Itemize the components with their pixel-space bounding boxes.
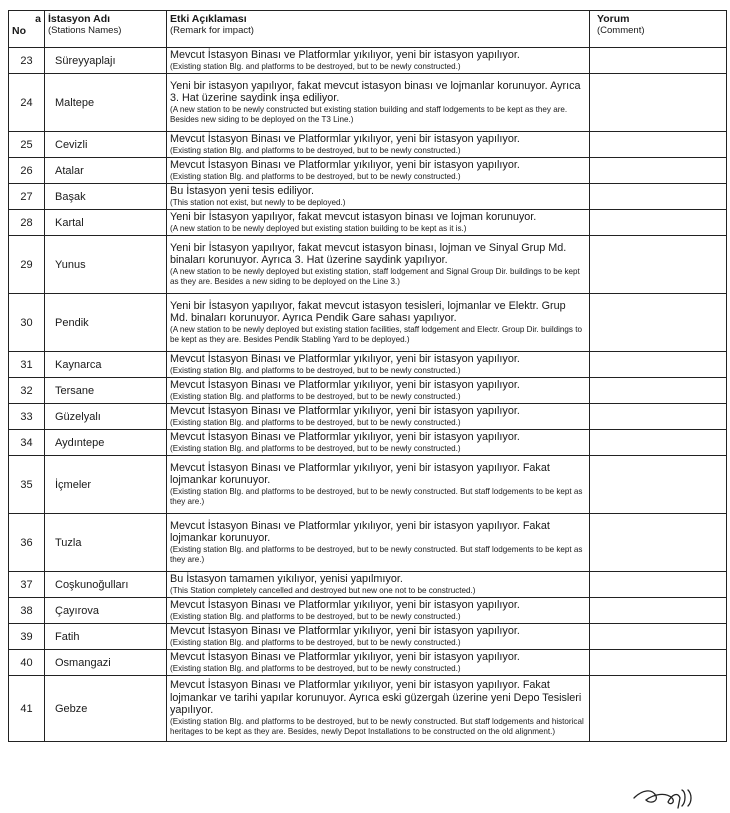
station-name: Osmangazi [45, 650, 167, 676]
comment-cell [590, 48, 727, 74]
header-station-tr: İstasyon Adı [48, 13, 111, 25]
stations-table [8, 10, 727, 742]
remark-cell [167, 650, 590, 676]
station-name: Yunus [45, 236, 167, 294]
comment-cell [590, 624, 727, 650]
remark-english: (Existing station Blg. and platforms to be destroyed, but to be newly constructed.) [170, 637, 461, 647]
remark-turkish: Mevcut İstasyon Binası ve Platformlar yıkılıyor, yeni bir istasyon yapılıyor. Fakat lojmankar korunuyor. [170, 461, 550, 486]
row-number: 28 [9, 210, 45, 236]
table-row [9, 676, 727, 742]
station-name: Coşkunoğulları [45, 572, 167, 598]
remark-turkish: Mevcut İstasyon Binası ve Platformlar yıkılıyor, yeni bir istasyon yapılıyor. Fakat lojmankar korunuyor. [170, 519, 550, 544]
row-number: 32 [9, 378, 45, 404]
station-name: Kaynarca [45, 352, 167, 378]
table-row [9, 158, 727, 184]
remark-cell [167, 294, 590, 352]
table-row [9, 210, 727, 236]
remark-cell [167, 624, 590, 650]
station-name: Pendik [45, 294, 167, 352]
remark-turkish: Mevcut İstasyon Binası ve Platformlar yıkılıyor, yeni bir istasyon yapılıyor. [170, 651, 520, 663]
remark-turkish: Yeni bir İstasyon yapılıyor, fakat mevcut istasyon binası, lojman ve Sinyal Grup Md. binaları korunuyor. Ayrıca 3. Hat üzerine saydink yapılıyor. [170, 241, 567, 266]
header-comment [590, 11, 727, 48]
remark-turkish: Mevcut İstasyon Binası ve Platformlar yıkılıyor, yeni bir istasyon yapılıyor. [170, 159, 520, 171]
row-number: 37 [9, 572, 45, 598]
header-no-line1: a [35, 13, 41, 25]
header-no [9, 11, 45, 48]
station-name: Süreyyaplajı [45, 48, 167, 74]
remark-english: (This Station completely cancelled and destroyed but new one not to be constructed.) [170, 585, 476, 595]
header-comment-en: (Comment) [597, 25, 645, 36]
table-row [9, 514, 727, 572]
header-remark [167, 11, 590, 48]
comment-cell [590, 456, 727, 514]
header-station [45, 11, 167, 48]
remark-cell [167, 598, 590, 624]
remark-cell [167, 132, 590, 158]
table-row [9, 404, 727, 430]
header-comment-tr: Yorum [597, 13, 630, 25]
comment-cell [590, 430, 727, 456]
document-sheet [8, 10, 726, 742]
remark-turkish: Bu İstasyon yeni tesis ediliyor. [170, 185, 315, 197]
remark-cell [167, 572, 590, 598]
remark-cell [167, 74, 590, 132]
station-name: Cevizli [45, 132, 167, 158]
comment-cell [590, 352, 727, 378]
remark-english: (Existing station Blg. and platforms to be destroyed, but to be newly constructed.) [170, 417, 461, 427]
comment-cell [590, 184, 727, 210]
comment-cell [590, 74, 727, 132]
remark-turkish: Yeni bir istasyon yapılıyor, fakat mevcut istasyon binası ve lojmanlar korunuyor. Ayrıca 3. Hat üzerine saydink inşa ediliyor. [170, 79, 581, 104]
remark-cell [167, 48, 590, 74]
table-row [9, 132, 727, 158]
header-remark-tr: Etki Açıklaması [170, 13, 247, 25]
header-row [9, 11, 727, 48]
remark-cell [167, 404, 590, 430]
station-name: Aydıntepe [45, 430, 167, 456]
station-name: Gebze [45, 676, 167, 742]
comment-cell [590, 650, 727, 676]
table-row [9, 294, 727, 352]
remark-english: (Existing station Blg. and platforms to be destroyed, but to be newly constructed. But staff lodgements to be kept as they are.) [170, 544, 583, 564]
remark-english: (Existing station Blg. and platforms to be destroyed, but to be newly constructed.) [170, 171, 461, 181]
remark-cell [167, 210, 590, 236]
remark-english: (This station not exist, but newly to be deployed.) [170, 197, 346, 207]
remark-cell [167, 514, 590, 572]
remark-turkish: Mevcut İstasyon Binası ve Platformlar yıkılıyor, yeni bir istasyon yapılıyor. [170, 599, 520, 611]
remark-english: (Existing station Blg. and platforms to be destroyed, but to be newly constructed.) [170, 145, 461, 155]
row-number: 35 [9, 456, 45, 514]
remark-turkish: Mevcut İstasyon Binası ve Platformlar yıkılıyor, yeni bir istasyon yapılıyor. [170, 405, 520, 417]
row-number: 23 [9, 48, 45, 74]
header-remark-en: (Remark for impact) [170, 25, 254, 36]
remark-turkish: Mevcut İstasyon Binası ve Platformlar yıkılıyor, yeni bir istasyon yapılıyor. [170, 625, 520, 637]
station-name: Maltepe [45, 74, 167, 132]
station-name: İçmeler [45, 456, 167, 514]
remark-cell [167, 456, 590, 514]
station-name: Fatih [45, 624, 167, 650]
comment-cell [590, 404, 727, 430]
remark-cell [167, 676, 590, 742]
row-number: 36 [9, 514, 45, 572]
row-number: 34 [9, 430, 45, 456]
table-row [9, 74, 727, 132]
remark-english: (Existing station Blg. and platforms to be destroyed, but to be newly constructed. But staff lodgements and historical heritages to be kept as they are. Besides, newly Depot Installations to be constructed on the old alignment.) [170, 716, 584, 737]
header-station-en: (Stations Names) [48, 25, 122, 36]
signature-mark [632, 784, 702, 810]
remark-english: (Existing station Blg. and platforms to be destroyed, but to be newly constructed.) [170, 61, 461, 71]
row-number: 26 [9, 158, 45, 184]
remark-english: (A new station to be newly constructed but existing station building and staff lodgements to be kept as they are. Besides new siding to be deployed on the T3 Line.) [170, 104, 568, 124]
table-row [9, 456, 727, 514]
remark-english: (Existing station Blg. and platforms to be destroyed, but to be newly constructed.) [170, 611, 461, 621]
comment-cell [590, 294, 727, 352]
table-row [9, 184, 727, 210]
row-number: 31 [9, 352, 45, 378]
remark-turkish: Mevcut İstasyon Binası ve Platformlar yıkılıyor, yeni bir istasyon yapılıyor. [170, 133, 520, 145]
table-row [9, 598, 727, 624]
row-number: 24 [9, 74, 45, 132]
comment-cell [590, 132, 727, 158]
remark-turkish: Mevcut İstasyon Binası ve Platformlar yıkılıyor, yeni bir istasyon yapılıyor. [170, 49, 520, 61]
station-name: Tersane [45, 378, 167, 404]
remark-english: (A new station to be newly deployed but existing station building to be kept as it is.) [170, 223, 467, 233]
remark-cell [167, 378, 590, 404]
comment-cell [590, 158, 727, 184]
remark-english: (Existing station Blg. and platforms to be destroyed, but to be newly constructed.) [170, 391, 461, 401]
remark-turkish: Yeni bir İstasyon yapılıyor, fakat mevcut istasyon binası ve lojman korunuyor. [170, 211, 537, 223]
row-number: 33 [9, 404, 45, 430]
row-number: 41 [9, 676, 45, 742]
comment-cell [590, 514, 727, 572]
row-number: 27 [9, 184, 45, 210]
table-row [9, 624, 727, 650]
row-number: 29 [9, 236, 45, 294]
row-number: 38 [9, 598, 45, 624]
station-name: Başak [45, 184, 167, 210]
comment-cell [590, 676, 727, 742]
table-row [9, 430, 727, 456]
table-row [9, 352, 727, 378]
row-number: 39 [9, 624, 45, 650]
remark-cell [167, 352, 590, 378]
station-name: Kartal [45, 210, 167, 236]
remark-turkish: Mevcut İstasyon Binası ve Platformlar yıkılıyor, yeni bir istasyon yapılıyor. [170, 379, 520, 391]
comment-cell [590, 572, 727, 598]
table-row [9, 236, 727, 294]
remark-cell [167, 236, 590, 294]
row-number: 25 [9, 132, 45, 158]
remark-cell [167, 184, 590, 210]
table-row [9, 378, 727, 404]
remark-english: (Existing station Blg. and platforms to be destroyed, but to be newly constructed.) [170, 365, 461, 375]
remark-english: (A new station to be newly deployed but existing station, staff lodgement and Signal Group Dir. buildings to be kept as they are. Besides a new siding to be deployed on the Line 3.) [170, 266, 580, 286]
remark-cell [167, 430, 590, 456]
comment-cell [590, 236, 727, 294]
table-row [9, 650, 727, 676]
remark-cell [167, 158, 590, 184]
station-name: Çayırova [45, 598, 167, 624]
row-number: 40 [9, 650, 45, 676]
remark-turkish: Mevcut İstasyon Binası ve Platformlar yıkılıyor, yeni bir istasyon yapılıyor. [170, 353, 520, 365]
remark-english: (Existing station Blg. and platforms to be destroyed, but to be newly constructed. But staff lodgements to be kept as they are.) [170, 486, 583, 506]
remark-turkish: Mevcut İstasyon Binası ve Platformlar yıkılıyor, yeni bir istasyon yapılıyor. [170, 431, 520, 443]
row-number: 30 [9, 294, 45, 352]
remark-turkish: Bu İstasyon tamamen yıkılıyor, yenisi yapılmıyor. [170, 573, 403, 585]
header-no-line2: No [12, 25, 26, 37]
station-name: Güzelyalı [45, 404, 167, 430]
remark-turkish: Mevcut İstasyon Binası ve Platformlar yıkılıyor, yeni bir istasyon yapılıyor. Fakat lojmankar ve tarihi yapılar korunuyor. Ayrıca eski güzergah üzerine yeni Depo Tesisleri yapılıyor. [170, 679, 582, 717]
comment-cell [590, 378, 727, 404]
table-row [9, 48, 727, 74]
remark-turkish: Yeni bir İstasyon yapılıyor, fakat mevcut istasyon tesisleri, lojmanlar ve Elektr. Grup Md. binaları korunuyor. Ayrıca Pendik Gare sahası yapılıyor. [170, 299, 566, 324]
comment-cell [590, 598, 727, 624]
station-name: Atalar [45, 158, 167, 184]
remark-english: (A new station to be newly deployed but existing station facilities, staff lodgement and Electr. Group Dir. buildings to be kept as they are. Besides Pendik Stabling Yard to be deployed.) [170, 324, 582, 344]
table-row [9, 572, 727, 598]
remark-english: (Existing station Blg. and platforms to be destroyed, but to be newly constructed.) [170, 663, 461, 673]
comment-cell [590, 210, 727, 236]
station-name: Tuzla [45, 514, 167, 572]
remark-english: (Existing station Blg. and platforms to be destroyed, but to be newly constructed.) [170, 443, 461, 453]
